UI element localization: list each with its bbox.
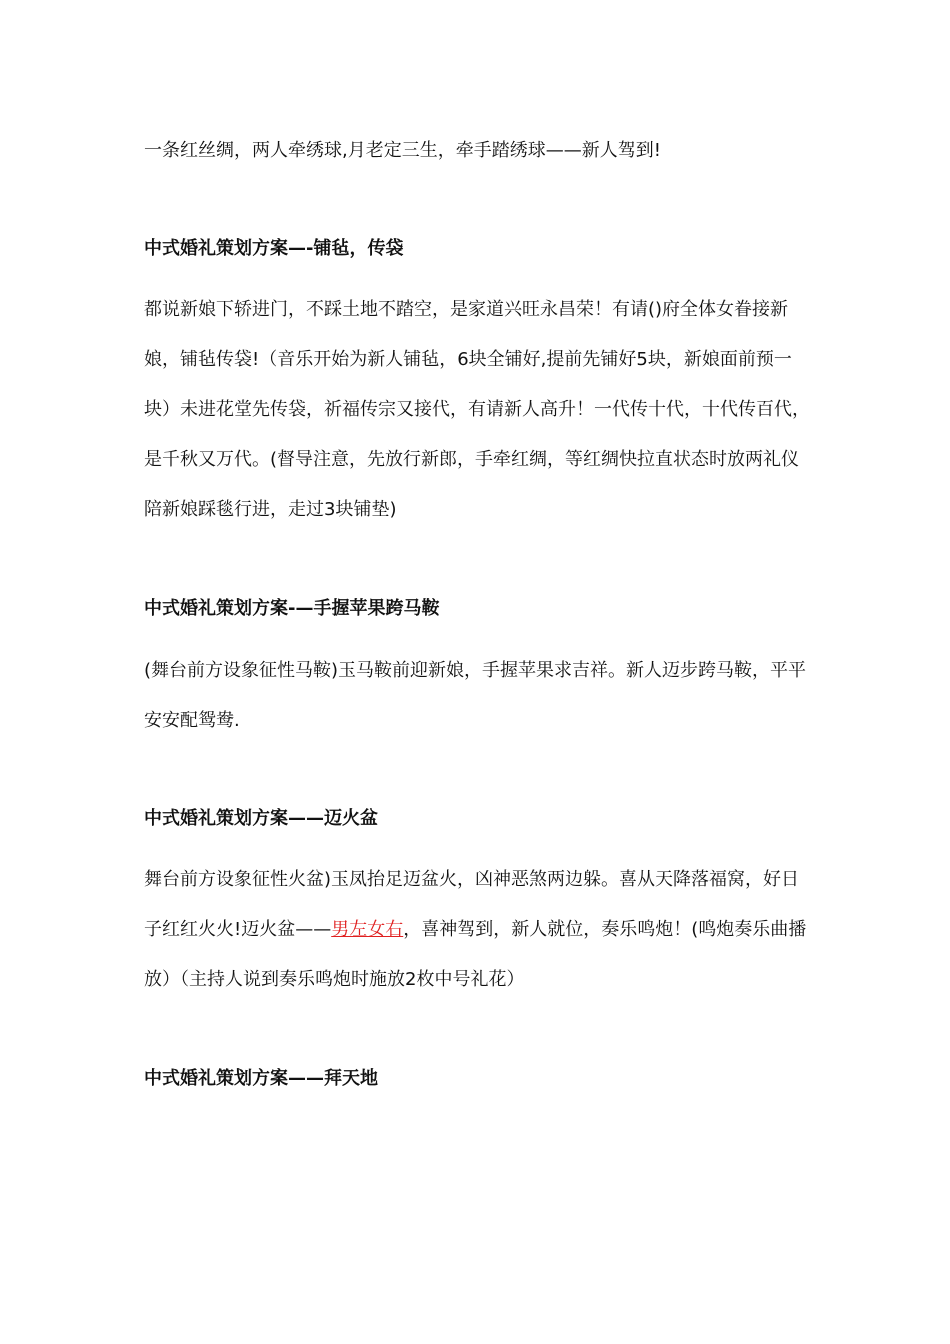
section-heading-pudian: 中式婚礼策划方案—-铺毡，传袋 (144, 238, 404, 259)
section-heading-baitiandi: 中式婚礼策划方案——拜天地 (144, 1068, 378, 1089)
intro-paragraph: 一条红丝绸，两人牵绣球,月老定三生，牵手踏绣球——新人驾到! (144, 140, 661, 161)
section-body-pudian: 都说新娘下轿进门，不踩土地不踏空，是家道兴旺永昌荣！有请()府全体女眷接新娘，铺毡传袋!（音乐开始为新人铺毡，6块全铺好,提前先铺好5块，新娘面前预一块）未进花堂先传袋，祈福传宗又接代，有请新人高升！一代传十代，十代传百代，是千秋又万代。(督导注意，先放行新郎，手牵红绸，等红绸快拉直状态时放两礼仪陪新娘踩毯行进，走过3块铺垫) (144, 299, 810, 520)
section-body-huopen (144, 855, 816, 1005)
section-body-maan: (舞台前方设象征性马鞍)玉马鞍前迎新娘，手握苹果求吉祥。新人迈步跨马鞍，平平安安配鸳鸯. (144, 660, 807, 731)
section-heading-maan: 中式婚礼策划方案-—手握苹果跨马鞍 (144, 598, 440, 619)
highlight-nanzuonvyou: 男左女右 (331, 919, 404, 940)
huopen-text-before: 舞台前方设象征性火盆)玉凤抬足迈盆火，凶神恶煞两边躲。喜从天降落福窝，好日子红红火火!迈火盆—— (144, 869, 800, 940)
huopen-text-after: ，喜神驾到，新人就位，奏乐鸣炮！(鸣炮奏乐曲播放）（主持人说到奏乐鸣炮时施放2枚中号礼花） (144, 919, 807, 990)
section-heading-huopen: 中式婚礼策划方案——迈火盆 (144, 808, 378, 829)
